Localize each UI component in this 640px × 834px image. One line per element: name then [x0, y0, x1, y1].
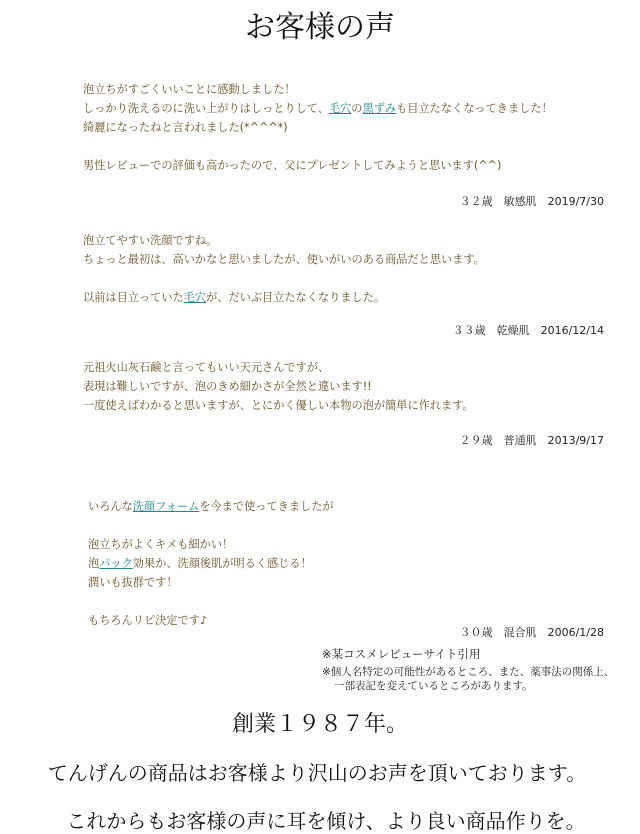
page-title: お客様の声	[245, 10, 395, 45]
disclaimer-line-1: ※個人名特定の可能性があるところ、また、薬事法の関係上、	[322, 666, 615, 678]
keyword-link[interactable]: 黒ずみ	[362, 102, 397, 115]
review-2	[83, 231, 603, 307]
review-line: ちょっと最初は、高いかなと思いましたが、使いがいのある商品だと思います。	[83, 253, 485, 266]
keyword-link[interactable]: パック	[99, 557, 133, 570]
review-line: 潤いも抜群です！	[88, 576, 178, 589]
source-note: ※某コスメレビューサイト引用	[322, 647, 481, 661]
review-4-meta: ３０歳 混合肌 2006/1/28	[459, 626, 604, 639]
review-line: 綺麗になったねと言われました(*^^^*)	[83, 121, 288, 134]
review-line: 表現は難しいですが、泡のきめ細かさが全然と違います!!	[83, 380, 372, 393]
review-4	[88, 497, 608, 630]
review-line: しっかり洗えるのに洗い上がりはしっとりして、毛穴の黒ずみも目立たなくなってきました！	[83, 102, 553, 115]
blank-line	[88, 592, 608, 611]
review-1-meta: ３２歳 敏感肌 2019/7/30	[459, 195, 604, 208]
review-line: 泡立ちがすごくいいことに感動しました！	[83, 83, 296, 96]
blank-line	[83, 137, 603, 156]
review-line: 以前は目立っていた毛穴が、だいぶ目立たなくなりました。	[83, 291, 386, 304]
disclaimer-line-2: 一部表記を変えているところがあります。	[334, 680, 533, 692]
review-line: 一度使えばわかると思いますが、とにかく優しい本物の泡が簡単に作れます。	[83, 399, 474, 412]
review-line: 泡立ちがよくキメも細かい！	[88, 538, 234, 551]
keyword-link[interactable]: 毛穴	[183, 291, 207, 304]
review-line: 泡パック効果か、洗顔後肌が明るく感じる！	[88, 557, 312, 570]
review-line: 男性レビューでの評価も高かったので、父にプレゼントしてみようと思います(^^)	[83, 159, 502, 172]
review-2-meta: ３３歳 乾燥肌 2016/12/14	[452, 324, 604, 337]
closing-line-1: 創業１９８７年。	[231, 712, 408, 737]
review-line: もちろんリピ決定です♪	[88, 614, 208, 627]
review-3-meta: ２９歳 普通肌 2013/9/17	[459, 434, 604, 447]
review-line: いろんな洗顔フォームを今まで使ってきましたが	[88, 500, 334, 513]
blank-line	[88, 516, 608, 535]
review-1	[83, 80, 603, 175]
review-3	[83, 358, 603, 415]
keyword-link[interactable]: 毛穴	[328, 102, 352, 115]
keyword-link[interactable]: 洗顔フォーム	[132, 500, 200, 513]
review-line: 元祖火山灰石鹸と言ってもいい天元さんですが、	[83, 361, 330, 374]
closing-line-2: てんげんの商品はお客様より沢山のお声を頂いております。	[47, 761, 587, 785]
closing-line-3: これからもお客様の声に耳を傾け、より良い商品作りを。	[66, 809, 586, 833]
blank-line	[83, 269, 603, 288]
review-line: 泡立てやすい洗顔ですね。	[83, 234, 218, 247]
